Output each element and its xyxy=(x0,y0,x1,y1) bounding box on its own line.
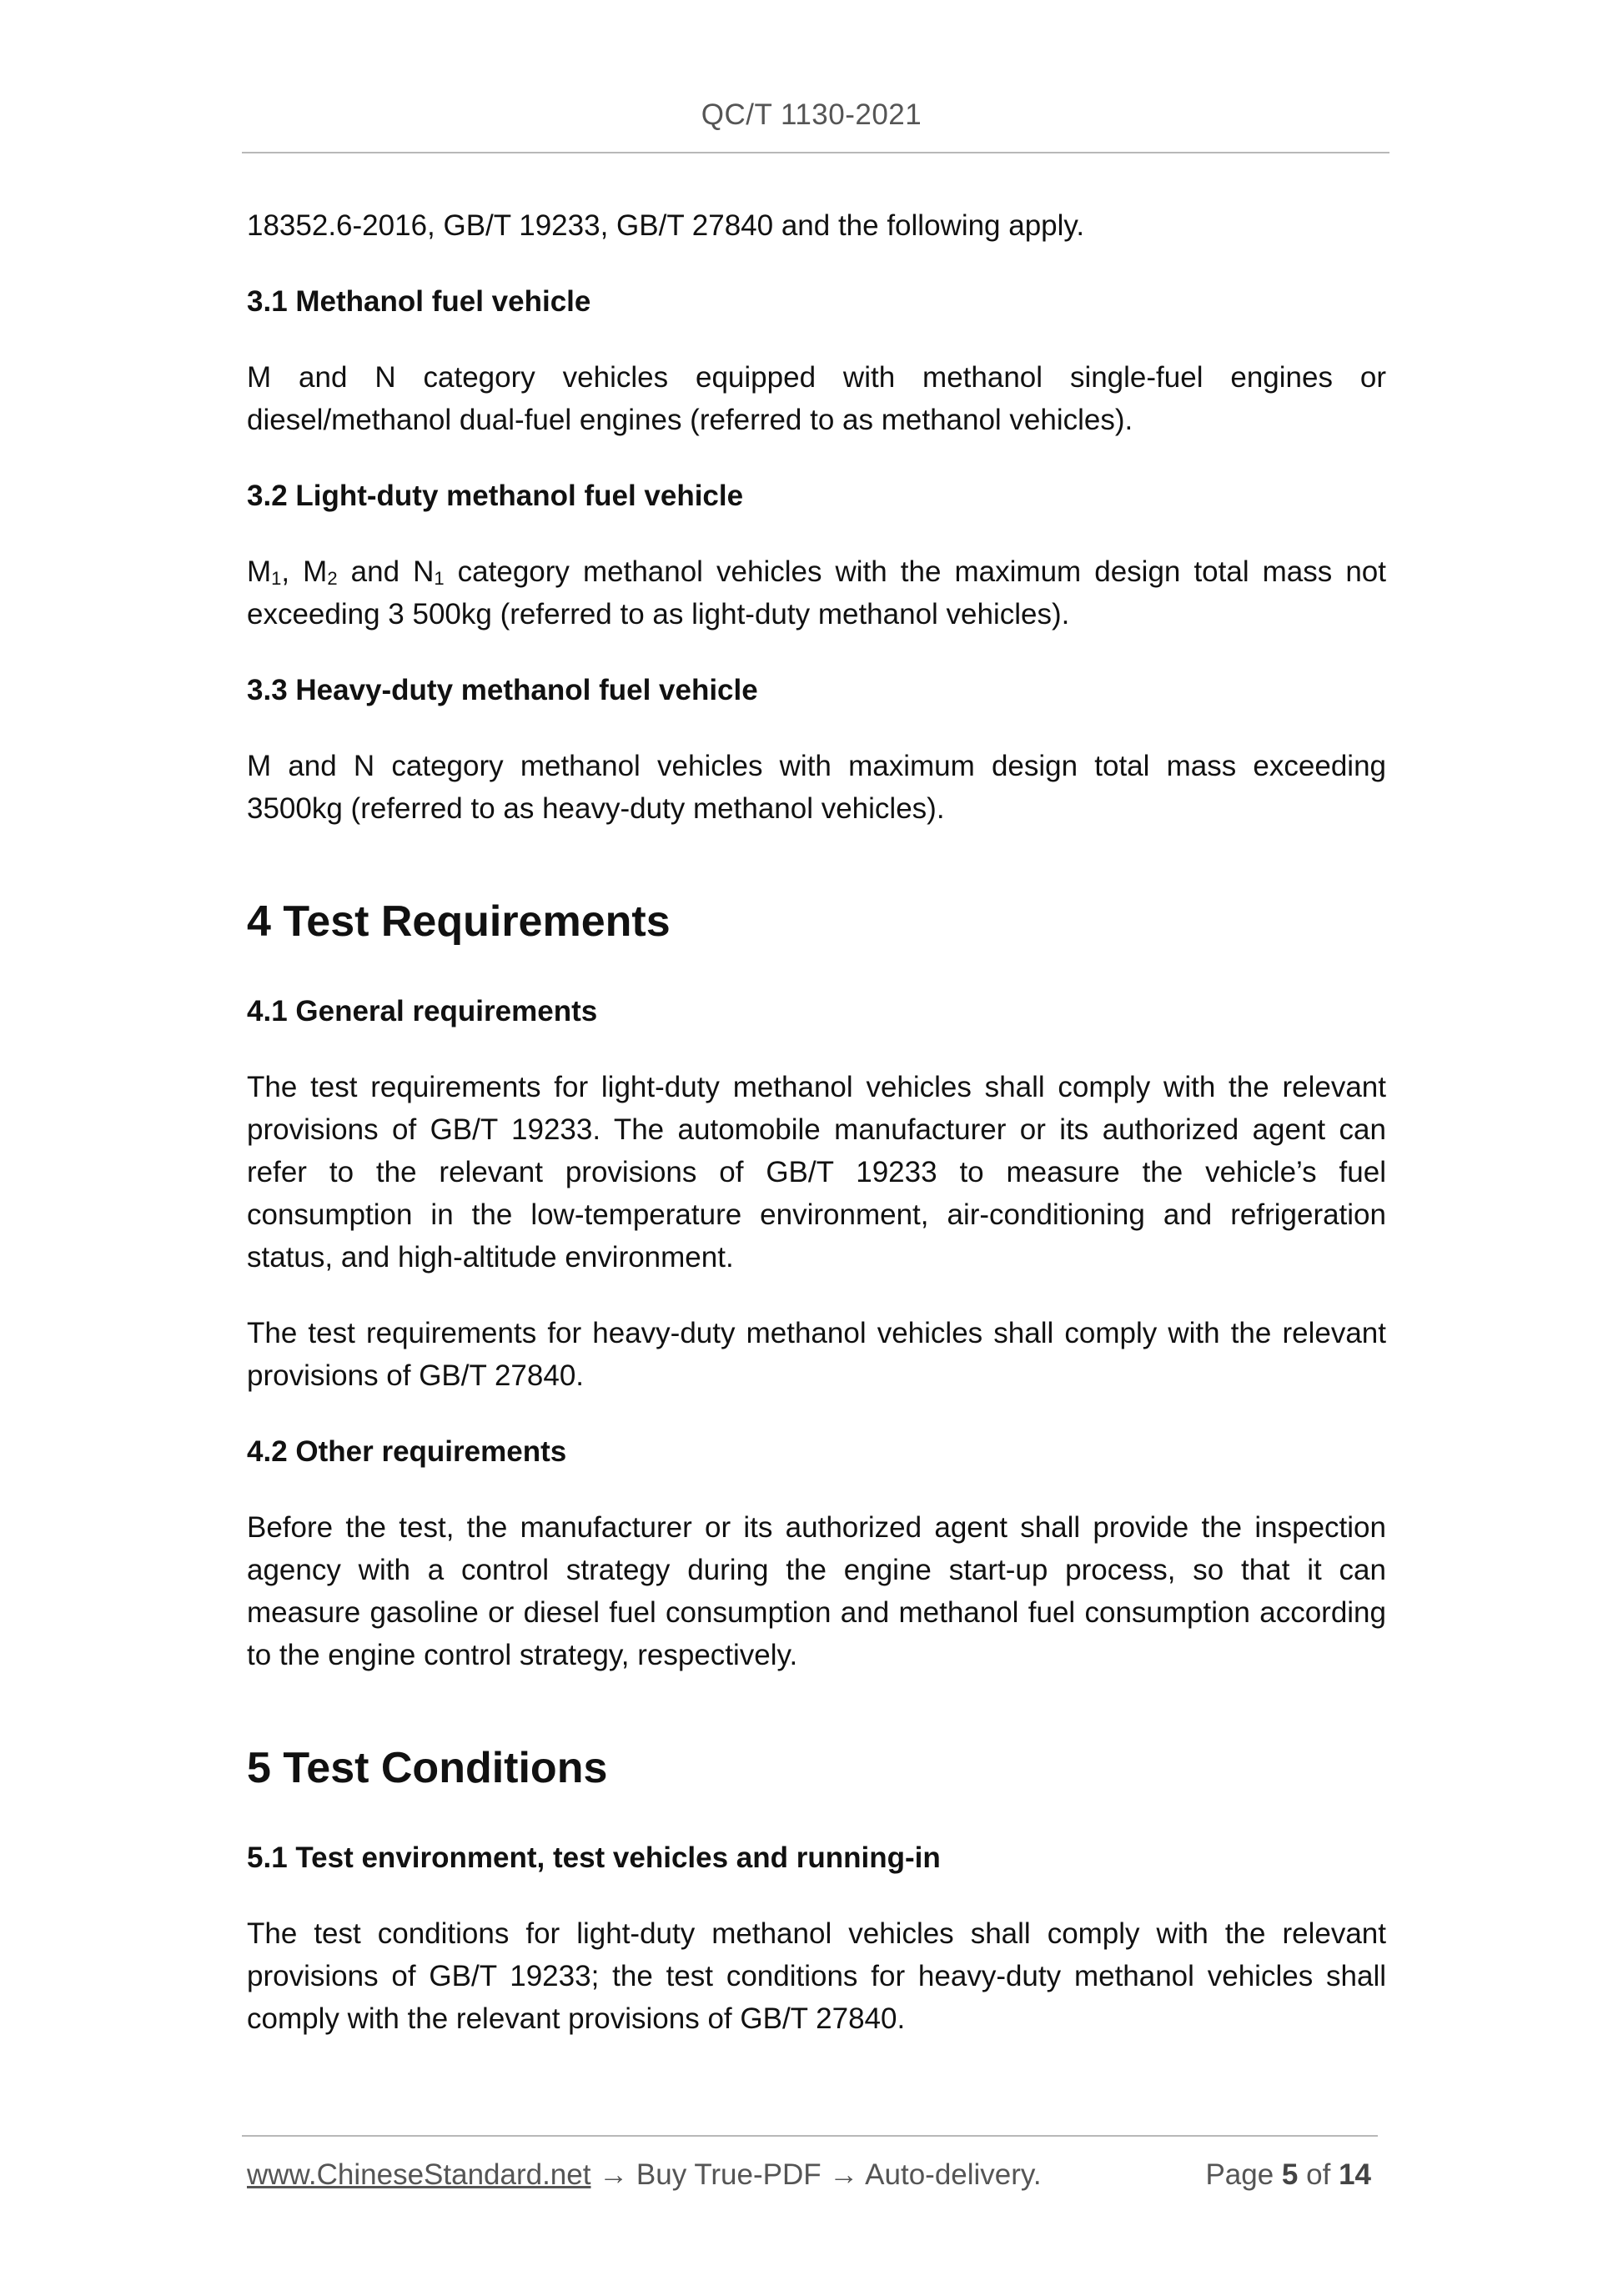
section-4-heading: 4 Test Requirements xyxy=(247,897,671,946)
header-divider xyxy=(242,152,1389,153)
subscript-2: 2 xyxy=(327,568,338,589)
section-3-1-paragraph: M and N category vehicles equipped with methanol single-fuel engines or diesel/methanol dual-fuel engines (referred to as methanol vehicles). xyxy=(247,361,1386,436)
page-label: Page xyxy=(1205,2158,1274,2191)
category-sep-m2: , M xyxy=(281,555,328,588)
footer-divider xyxy=(242,2135,1378,2137)
of-label: of xyxy=(1306,2158,1331,2191)
section-4-1-paragraph-2: The test requirements for heavy-duty methanol vehicles shall comply with the relevant provisions of GB/T 27840. xyxy=(247,1317,1386,1392)
section-3-2-heading: 3.2 Light-duty methanol fuel vehicle xyxy=(247,480,744,512)
section-4-2-heading: 4.2 Other requirements xyxy=(247,1435,567,1468)
section-5-heading: 5 Test Conditions xyxy=(247,1744,608,1792)
intro-paragraph: 18352.6-2016, GB/T 19233, GB/T 27840 and the following apply. xyxy=(247,209,1085,242)
section-5-1-paragraph: The test conditions for light-duty methanol vehicles shall comply with the relevant provisions of GB/T 19233; the test conditions for heavy-duty methanol vehicles shall comply with the relevant provisions of GB/T 27840. xyxy=(247,1917,1386,2035)
section-4-2-paragraph: Before the test, the manufacturer or its authorized agent shall provide the inspection agency with a control strategy during the engine start-up process, so that it can measure gasoline or diesel fuel consumption and methanol fuel consumption according to the engine control strategy, respectively. xyxy=(247,1511,1386,1671)
page-indicator xyxy=(1205,2158,1371,2192)
category-sep-n1: and N xyxy=(337,555,435,588)
page-footer xyxy=(247,2158,1378,2192)
section-3-3-heading: 3.3 Heavy-duty methanol fuel vehicle xyxy=(247,674,758,706)
page-current: 5 xyxy=(1281,2158,1299,2191)
category-m: M xyxy=(247,555,272,588)
page-total: 14 xyxy=(1339,2158,1371,2191)
standard-code-header: QC/T 1130-2021 xyxy=(701,98,922,131)
section-3-1-heading: 3.1 Methanol fuel vehicle xyxy=(247,285,591,318)
subscript-1: 1 xyxy=(271,568,282,589)
section-4-1-heading: 4.1 General requirements xyxy=(247,995,598,1027)
section-3-2-rest: category methanol vehicles with the maximum design total mass not exceeding 3 500kg (referred to as light-duty methanol vehicles). xyxy=(247,555,1386,631)
website-link[interactable]: www.ChineseStandard.net xyxy=(247,2158,591,2191)
section-3-3-paragraph: M and N category methanol vehicles with maximum design total mass exceeding 3500kg (referred to as heavy-duty methanol vehicles). xyxy=(247,750,1386,825)
document-body xyxy=(247,204,1386,2073)
section-3-2-paragraph xyxy=(247,550,1386,636)
section-4-1-paragraph-1: The test requirements for light-duty methanol vehicles shall comply with the relevant provisions of GB/T 19233. The automobile manufacturer or its authorized agent can refer to the relevant provisions of GB/T 19233 to measure the vehicle’s fuel consumption in the low-temperature environment, air-conditioning and refrigeration status, and high-altitude environment. xyxy=(247,1071,1386,1274)
subscript-3: 1 xyxy=(434,568,445,589)
section-5-1-heading: 5.1 Test environment, test vehicles and running-in xyxy=(247,1841,941,1874)
promo-text: → Buy True-PDF → Auto-delivery. xyxy=(590,2158,1042,2191)
